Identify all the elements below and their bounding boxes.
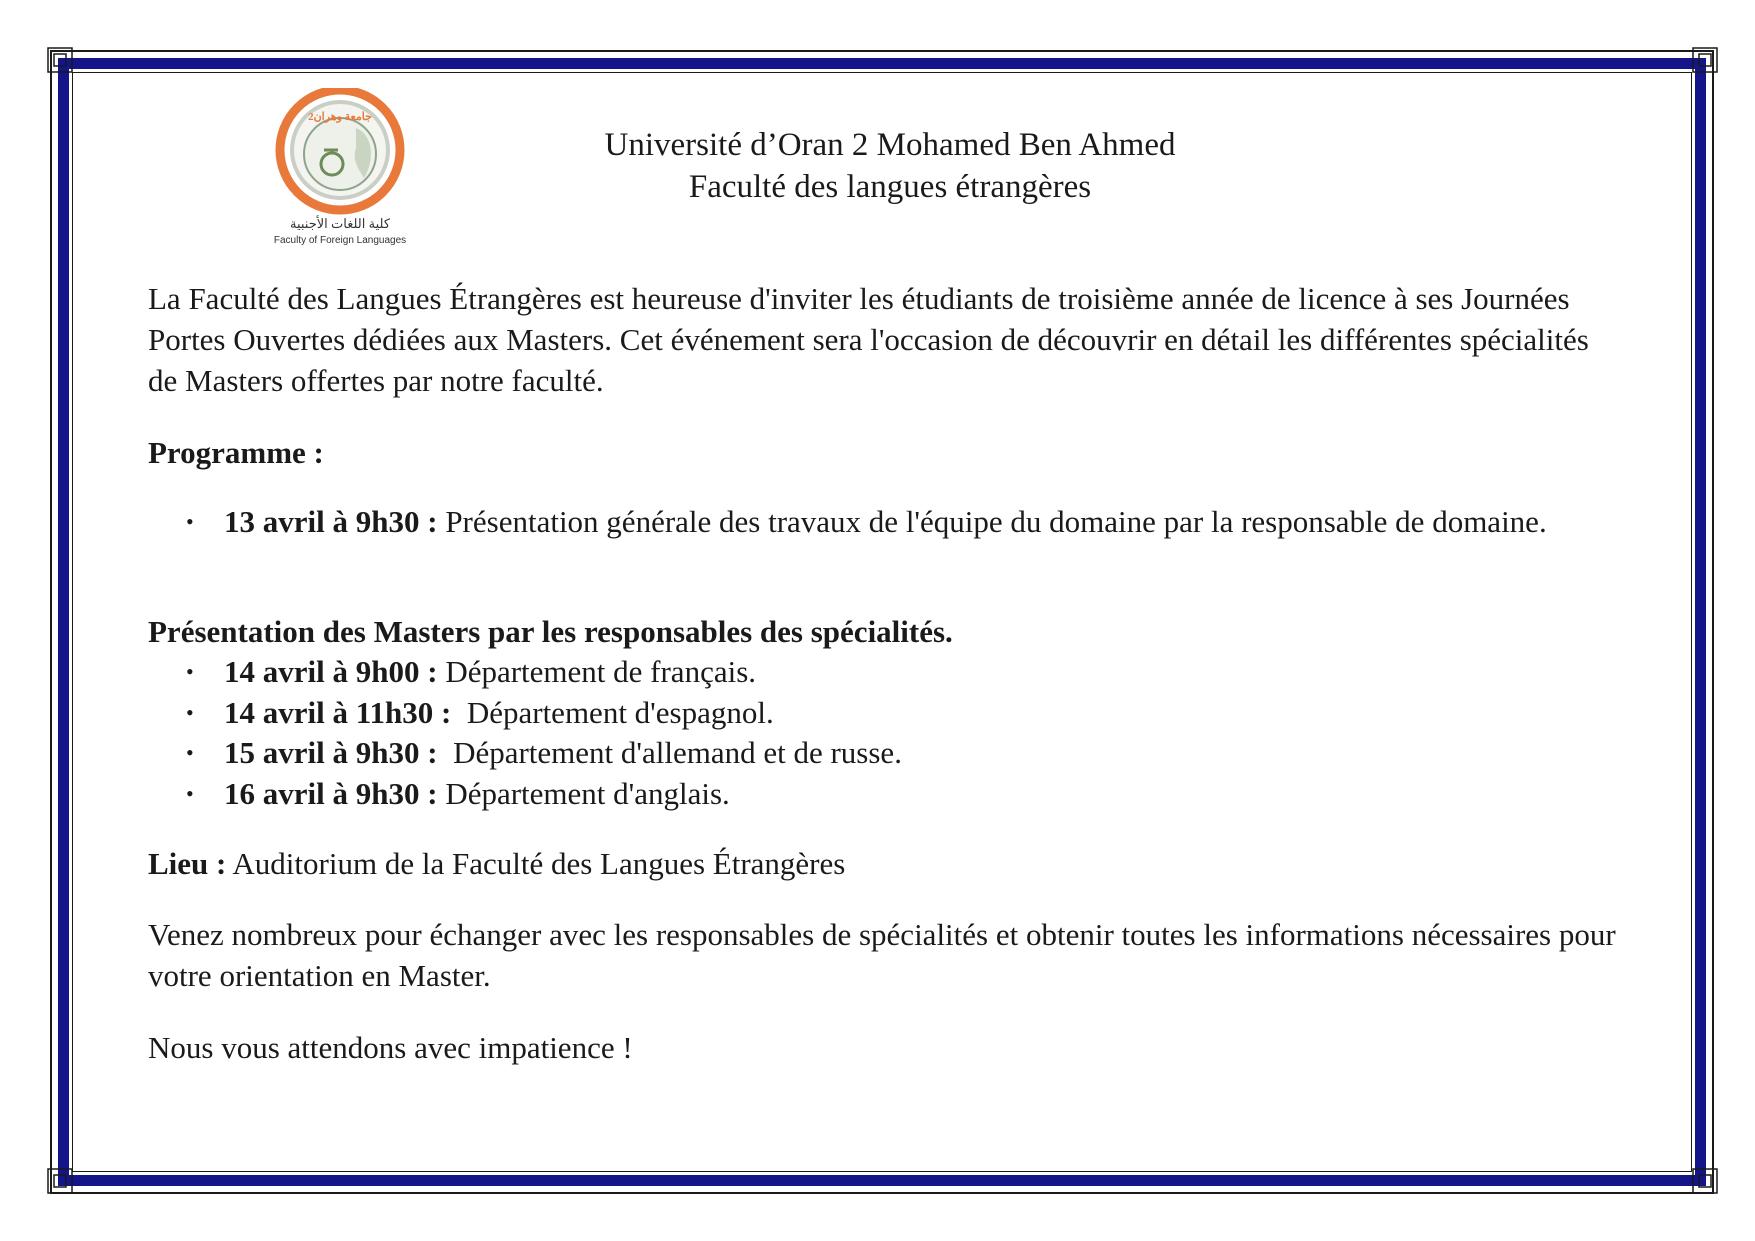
item-date: 14 avril à 11h30 : bbox=[224, 694, 452, 730]
location-label: Lieu : bbox=[148, 846, 227, 881]
signoff-line: Nous vous attendons avec impatience ! bbox=[148, 1030, 633, 1065]
logo-arabic-text: كلية اللغات الأجنبية bbox=[289, 216, 391, 231]
bullet-icon: • bbox=[186, 699, 194, 725]
faculty-name: Faculté des langues étrangères bbox=[688, 169, 1092, 205]
item-date: 15 avril à 9h30 : bbox=[224, 735, 438, 770]
item-text: Département d'anglais. bbox=[437, 775, 730, 811]
list-item bbox=[148, 774, 1618, 815]
list-item bbox=[148, 502, 1618, 543]
presentation-heading: Présentation des Masters par les responsables des spécialités. bbox=[148, 614, 953, 649]
bullet-icon: • bbox=[186, 659, 194, 684]
closing-paragraph: Venez nombreux pour échanger avec les responsables de spécialités et obtenir toutes les informations nécessaires pour votre orientation en Master. bbox=[148, 917, 1616, 993]
bullet-icon: • bbox=[186, 740, 194, 765]
logo-english-text: Faculty of Foreign Languages bbox=[273, 235, 407, 246]
presentation-list bbox=[148, 652, 1618, 814]
document-header bbox=[440, 124, 1340, 208]
logo-top-text: 2جامعة وهران bbox=[308, 111, 372, 123]
list-item bbox=[148, 652, 1618, 693]
intro-paragraph: La Faculté des Langues Étrangères est heureuse d'inviter les étudiants de troisième année de licence à ses Journées Portes Ouvertes dédiées aux Masters. Cet événement sera l'occasion de découvrir en détail les différentes spécialités de Masters offertes par notre faculté. bbox=[148, 281, 1589, 398]
bullet-icon: • bbox=[186, 780, 194, 806]
faculty-logo bbox=[268, 88, 418, 248]
bullet-icon: • bbox=[186, 509, 194, 534]
item-date: 13 avril à 9h30 : bbox=[224, 504, 438, 539]
item-text: Département d'espagnol. bbox=[451, 694, 774, 730]
location-text: Auditorium de la Faculté des Langues Étrangères bbox=[226, 846, 846, 881]
programme-heading: Programme : bbox=[148, 435, 324, 470]
programme-list bbox=[148, 502, 1618, 543]
university-name: Université d’Oran 2 Mohamed Ben Ahmed bbox=[604, 127, 1176, 163]
location-line bbox=[148, 843, 1618, 884]
item-date: 14 avril à 9h00 : bbox=[224, 654, 438, 689]
list-item bbox=[148, 693, 1618, 734]
item-text: Département de français. bbox=[437, 654, 757, 689]
list-item bbox=[148, 733, 1618, 774]
item-date: 16 avril à 9h30 : bbox=[224, 775, 438, 811]
item-text: Présentation générale des travaux de l'équipe du domaine par la responsable de domaine. bbox=[437, 504, 1547, 539]
item-text: Département d'allemand et de russe. bbox=[437, 735, 902, 770]
